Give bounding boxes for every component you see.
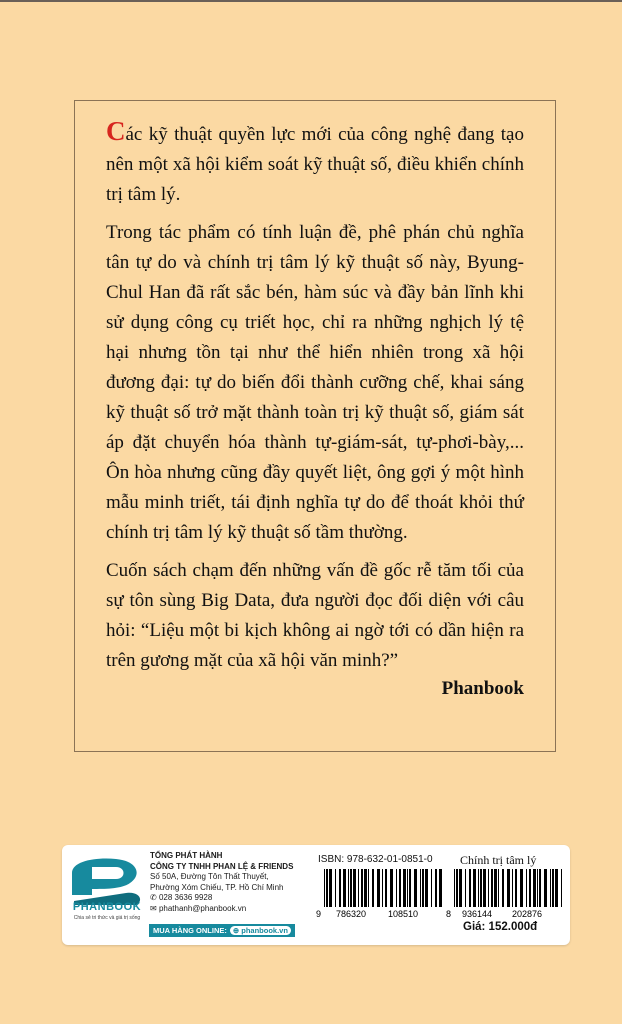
- email-address: phathanh@phanbook.vn: [158, 903, 247, 913]
- address-line-2: Phường Xóm Chiếu, TP. Hồ Chí Minh: [150, 882, 284, 892]
- logo-tagline: Chia sẻ tri thức và giá trị sống: [73, 915, 141, 921]
- barcode-isbn-bars: [324, 869, 442, 907]
- blurb-text: [106, 116, 524, 704]
- distributor-label: TỔNG PHÁT HÀNH: [150, 851, 223, 860]
- drop-cap: C: [106, 116, 126, 146]
- paragraph-1: [106, 116, 524, 210]
- phone-number: 028 3636 9928: [158, 893, 213, 902]
- barcode-isbn-left-digits: 786320: [336, 909, 367, 919]
- paragraph-2: Trong tác phẩm có tính luận đề, phê phán chủ nghĩa tân tự do và chính trị tâm lý kỹ thuật số này, Byung-Chul Han đã rất sắc bén, hàm súc và đầy bản lĩnh khi sử dụng công cụ triết học, chỉ ra những nghịch lý tệ hại nhưng tồn tại như thể hiển nhiên trong xã hội đương đại: tự do biến đổi thành cưỡng chế, khai sáng kỹ thuật số trở mặt thành toàn trị kỹ thuật số, giám sát áp đặt chuyển hóa thành tự-giám-sát, tự-phơi-bày,... Ôn hòa nhưng cũng đầy quyết liệt, ông gợi ý một hình mẫu minh triết, tái định nghĩa tự do để thoát khỏi thứ chính trị tâm lý kỹ thuật số tầm thường.: [106, 222, 524, 543]
- email-icon: ✉: [150, 903, 159, 913]
- phanbook-logo: [66, 853, 148, 939]
- phone-row: [150, 893, 300, 904]
- address-line-1: Số 50A, Đường Tôn Thất Thuyết,: [150, 872, 269, 881]
- email-row: [150, 904, 300, 915]
- isbn-text: ISBN: 978-632-01-0851-0: [318, 854, 433, 865]
- company-name: CÔNG TY TNHH PHAN LỆ & FRIENDS: [150, 861, 294, 871]
- barcode-ean-lead-digit: 8: [446, 909, 452, 919]
- price: Giá: 152.000đ: [463, 921, 538, 933]
- paragraph-1-text: ác kỹ thuật quyền lực mới của công nghệ đang tạo nên một xã hội kiểm soát kỹ thuật số, điều khiển chính trị tâm lý.: [106, 124, 524, 205]
- website-text: phanbook.vn: [241, 926, 288, 935]
- logo-wordmark: PHANBOOK: [72, 901, 142, 913]
- publisher-panel: [62, 845, 570, 945]
- barcode-isbn-right-digits: 108510: [388, 909, 419, 919]
- barcode-ean-right-digits: 202876: [512, 909, 543, 919]
- online-label: MUA HÀNG ONLINE:: [153, 926, 227, 935]
- distributor-info: [150, 851, 300, 914]
- barcode-ean-bars: [454, 869, 562, 907]
- barcode-isbn: [314, 869, 444, 919]
- barcode-ean: [446, 869, 566, 919]
- barcode-isbn-lead-digit: 9: [316, 909, 322, 919]
- top-edge: [0, 0, 622, 2]
- paragraph-3: Cuốn sách chạm đến những vấn đề gốc rễ tăm tối của sự tôn sùng Big Data, đưa người đọc đối diện với câu hỏi: “Liệu một bi kịch không ai ngờ tới có dần hiện ra trên gương mặt của xã hội văn minh?”: [106, 560, 524, 671]
- website-link[interactable]: ⊕ phanbook.vn: [230, 926, 291, 935]
- signature: Phanbook: [441, 678, 524, 699]
- online-store-bar: [149, 924, 295, 937]
- barcode-ean-left-digits: 936144: [462, 909, 493, 919]
- book-title: Chính trị tâm lý: [460, 853, 537, 867]
- phone-icon: ✆: [150, 893, 159, 902]
